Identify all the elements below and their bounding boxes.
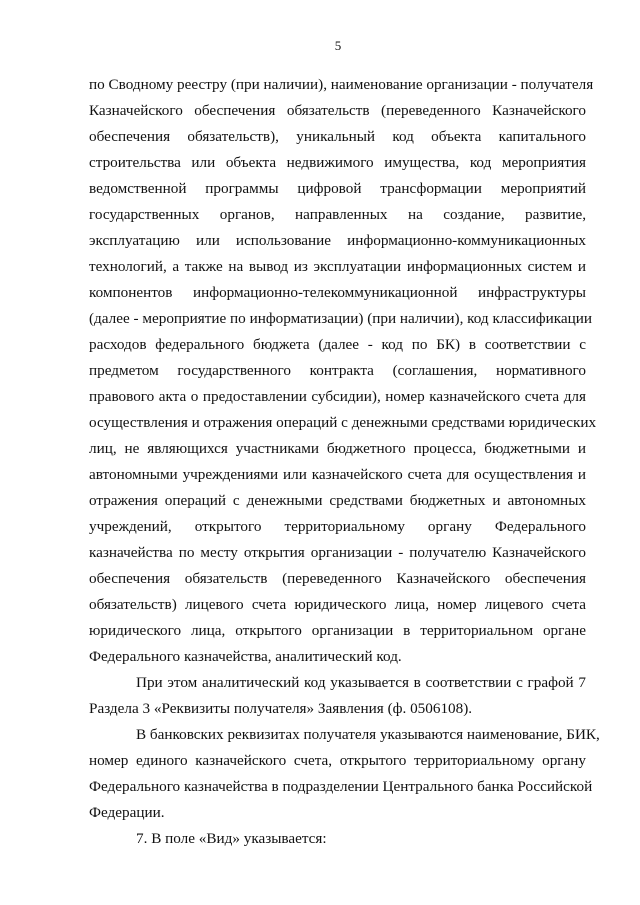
text-line: отражения операций с денежными средствами бюджетных и автономных xyxy=(89,492,586,509)
text-line: строительства или объекта недвижимого имущества, код мероприятия xyxy=(89,154,586,171)
text-line: эксплуатацию или использование информационно-коммуникационных xyxy=(89,232,586,249)
text-line: государственных органов, направленных на создание, развитие, xyxy=(89,206,586,223)
text-line: обязательств) лицевого счета юридического лица, номер лицевого счета xyxy=(89,596,586,613)
text-line: Федерального казначейства, аналитический код. xyxy=(89,648,402,665)
text-line: Раздела 3 «Реквизиты получателя» Заявления (ф. 0506108). xyxy=(89,700,473,717)
text-line: казначейства по месту открытия организации - получателю Казначейского xyxy=(89,544,586,561)
text-line: Казначейского обеспечения обязательств (переведенного Казначейского xyxy=(89,102,586,119)
text-line: предметом государственного контракта (соглашения, нормативного xyxy=(89,362,586,379)
text-line: Федерального казначейства в подразделении Центрального банка Российской xyxy=(89,778,593,795)
text-line: расходов федерального бюджета (далее - код по БК) в соответствии с xyxy=(89,336,586,353)
text-line: юридического лица, открытого организации в территориальном органе xyxy=(89,622,586,639)
text-line: лиц, не являющихся участниками бюджетного процесса, бюджетными и xyxy=(89,440,586,457)
text-line: 7. В поле «Вид» указывается: xyxy=(136,830,327,847)
text-line: ведомственной программы цифровой трансформации мероприятий xyxy=(89,180,586,197)
text-line: номер единого казначейского счета, открытого территориальному органу xyxy=(89,752,586,769)
text-line: В банковских реквизитах получателя указываются наименование, БИК, xyxy=(136,726,600,743)
text-line: обеспечения обязательств), уникальный код объекта капитального xyxy=(89,128,586,145)
page-number: 5 xyxy=(334,38,342,53)
text-line: При этом аналитический код указывается в соответствии с графой 7 xyxy=(136,674,586,691)
text-line: осуществления и отражения операций с денежными средствами юридических xyxy=(89,414,597,431)
text-line: (далее - мероприятие по информатизации) (при наличии), код классификации xyxy=(89,310,593,327)
text-line: технологий, а также на вывод из эксплуатации информационных систем и xyxy=(89,258,586,275)
text-line: по Сводному реестру (при наличии), наименование организации - получателя xyxy=(89,76,594,93)
text-line: компонентов информационно-телекоммуникационной инфраструктуры xyxy=(89,284,586,301)
text-line: правового акта о предоставлении субсидии), номер казначейского счета для xyxy=(89,388,586,405)
text-line: обеспечения обязательств (переведенного Казначейского обеспечения xyxy=(89,570,586,587)
text-line: учреждений, открытого территориальному органу Федерального xyxy=(89,518,586,535)
text-line: автономными учреждениями или казначейского счета для осуществления и xyxy=(89,466,586,483)
text-line: Федерации. xyxy=(89,804,165,821)
